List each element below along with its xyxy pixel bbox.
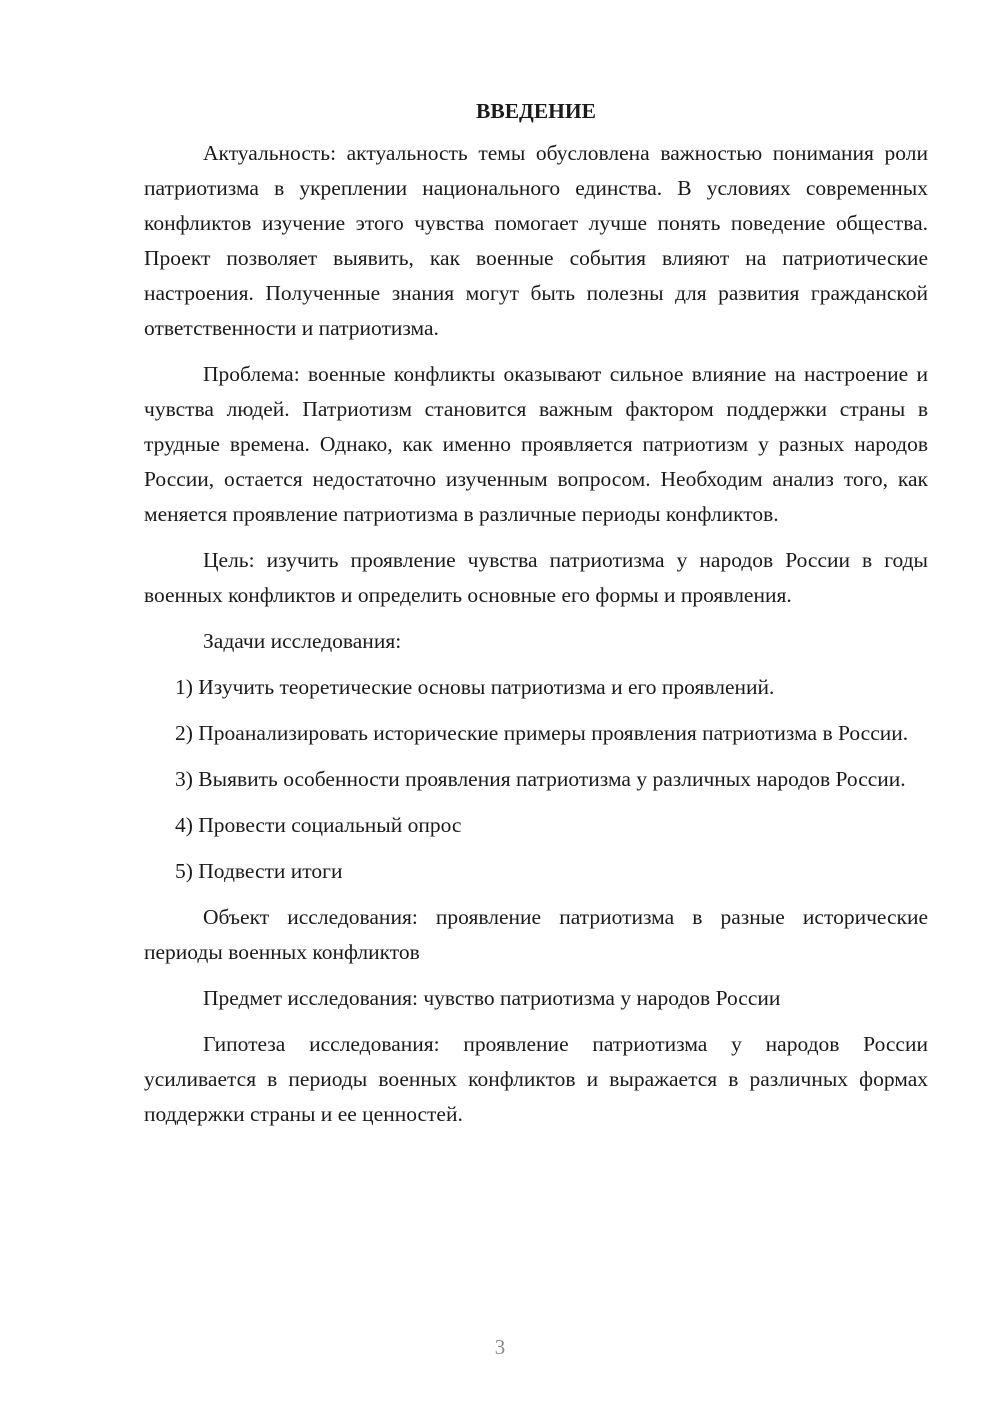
task-item: 5) Подвести итоги: [175, 859, 343, 883]
tasks-heading: Задачи исследования:: [203, 629, 402, 653]
paragraph-relevance: Актуальность: актуальность темы обусловлена важностью понимания роли патриотизма в укреплении национального единства. В условиях современных конфликтов изучение этого чувства помогает лучше понять поведение общества. Проект позволяет выявить, как военные события влияют на патриотические настроения. Полученные знания могут быть полезны для развития гражданской ответственности и патриотизма.: [144, 141, 928, 340]
paragraph-goal: Цель: изучить проявление чувства патриотизма у народов России в годы военных конфликтов и определить основные его формы и проявления.: [144, 548, 928, 607]
page-title: ВВЕДЕНИЕ: [476, 99, 596, 123]
paragraph-problem: Проблема: военные конфликты оказывают сильное влияние на настроение и чувства людей. Патриотизм становится важным фактором поддержки страны в трудные времена. Однако, как именно проявляется патриотизм у разных народов России, остается недостаточно изученным вопросом. Необходим анализ того, как меняется проявление патриотизма в различные периоды конфликтов.: [144, 362, 928, 526]
paragraph-hypothesis: Гипотеза исследования: проявление патриотизма у народов России усиливается в периоды военных конфликтов и выражается в различных формах поддержки страны и ее ценностей.: [144, 1032, 928, 1126]
paragraph-subject: Предмет исследования: чувство патриотизма у народов России: [203, 986, 781, 1010]
task-item: 4) Провести социальный опрос: [175, 813, 462, 837]
paragraph-object: Объект исследования: проявление патриотизма в разные исторические периоды военных конфликтов: [144, 905, 928, 964]
task-item: 3) Выявить особенности проявления патриотизма у различных народов России.: [175, 767, 906, 791]
page-content: [144, 96, 928, 1143]
page-number: 3: [494, 1335, 506, 1359]
task-item: 2) Проанализировать исторические примеры проявления патриотизма в России.: [175, 721, 909, 745]
task-item: 1) Изучить теоретические основы патриотизма и его проявлений.: [175, 675, 775, 699]
